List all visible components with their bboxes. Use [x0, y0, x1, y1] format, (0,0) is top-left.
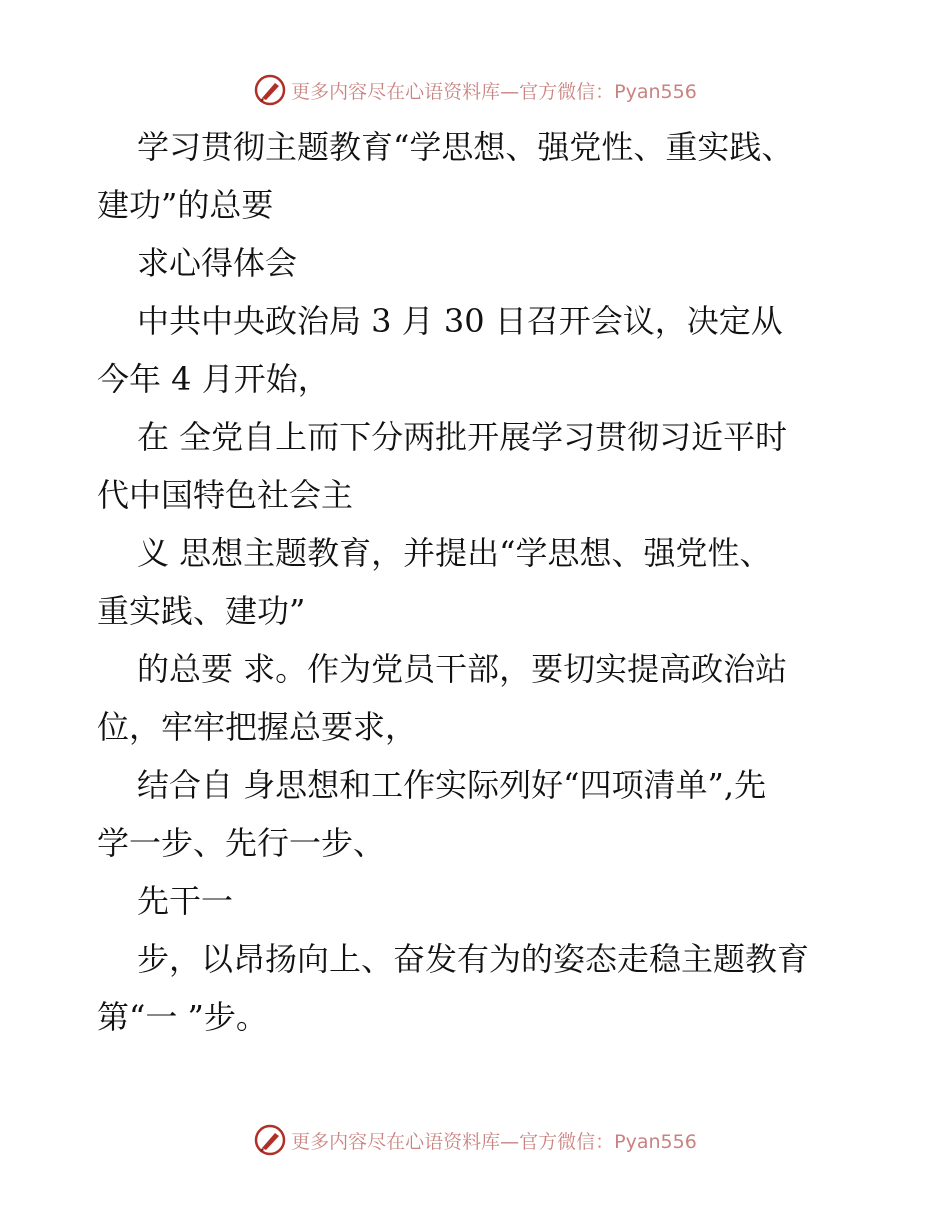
text-line: 结合自 身思想和工作实际列好“四项清单”,先 — [137, 766, 767, 804]
document-body — [97, 118, 857, 1046]
text-line: 求心得体会 — [137, 244, 298, 282]
watermark-text: 更多内容尽在心语资料库—官方微信：Pyan556 — [291, 1130, 697, 1153]
text-line: 重实践、建功” — [97, 592, 306, 630]
text-line: 先干一 — [137, 882, 234, 920]
watermark-text: 更多内容尽在心语资料库—官方微信：Pyan556 — [291, 80, 697, 103]
text-line: 步，以昂扬向上、奋发有为的姿态走稳主题教育 — [137, 940, 810, 978]
text-line: 代中国特色社会主 — [97, 476, 354, 514]
text-line: 中共中央政治局 3 月 30 日召开会议，决定从 — [137, 302, 783, 340]
text-line: 在 全党自上而下分两批开展学习贯彻习近平时 — [137, 418, 788, 456]
text-line: 今年 4 月开始， — [97, 360, 330, 398]
text-line: 位，牢牢把握总要求， — [97, 708, 418, 746]
pen-logo-icon — [253, 73, 287, 107]
text-line: 学习贯彻主题教育“学思想、强党性、重实践、 — [137, 128, 794, 166]
text-line: 的总要 求。作为党员干部，要切实提高政治站 — [137, 650, 788, 688]
text-line: 义 思想主题教育，并提出“学思想、强党性、 — [137, 534, 772, 572]
footer-watermark — [0, 1120, 950, 1160]
pen-logo-icon — [253, 1123, 287, 1157]
text-line: 第“一 ”步。 — [97, 998, 268, 1036]
text-line: 学一步、先行一步、 — [97, 824, 386, 862]
header-watermark — [0, 70, 950, 110]
text-line: 建功”的总要 — [97, 186, 274, 224]
